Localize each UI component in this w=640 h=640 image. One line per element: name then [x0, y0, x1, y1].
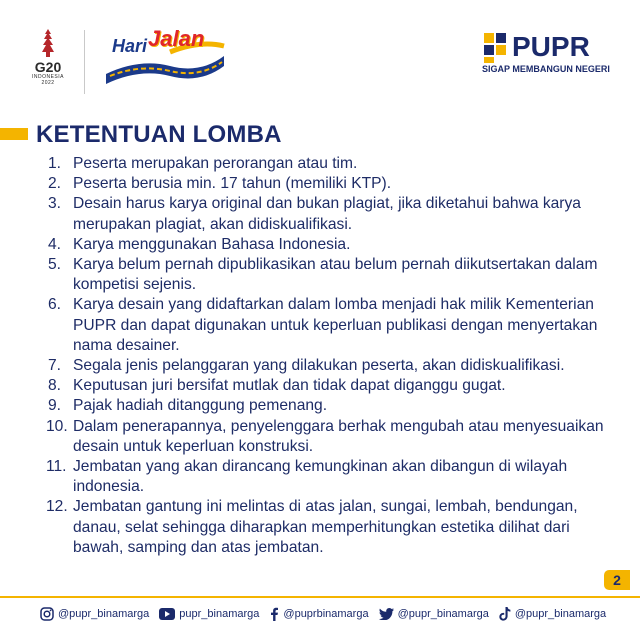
rule-number: 9.	[48, 397, 62, 415]
tiktok-icon	[499, 607, 511, 621]
twitter-icon	[379, 608, 394, 620]
social-handle: pupr_binamarga	[179, 608, 260, 620]
rule-item	[44, 154, 614, 174]
g20-logo	[28, 28, 68, 86]
rule-number: 2.	[48, 175, 62, 193]
rule-text: Jembatan yang akan dirancang kemungkinan akan dibangun di wilayah indonesia.	[73, 458, 568, 496]
rule-number: 1.	[48, 155, 62, 172]
hari-text: Hari	[112, 36, 148, 56]
rule-number: 3.	[48, 195, 62, 213]
rule-text: Pajak hadiah ditanggung pemenang.	[73, 397, 328, 415]
rule-text: Karya menggunakan Bahasa Indonesia.	[73, 235, 351, 253]
pupr-emblem-icon	[484, 33, 512, 63]
rule-text: Peserta berusia min. 17 tahun (memiliki KTP).	[73, 175, 392, 193]
rule-text: Karya desain yang didaftarkan dalam lomba menjadi hak milik Kementerian PUPR dan dapat digunakan untuk keperluan publikasi dengan menyertakan nama desainer.	[73, 296, 598, 354]
rule-item	[44, 174, 614, 194]
rule-number: 12.	[46, 498, 68, 516]
rules-list	[44, 154, 614, 558]
g20-wordmark: G20	[34, 59, 62, 75]
rule-number: 4.	[48, 235, 62, 253]
page-title: KETENTUAN LOMBA	[36, 121, 282, 148]
social-link-youtube[interactable]	[159, 608, 259, 620]
rule-text: Peserta merupakan perorangan atau tim.	[73, 155, 358, 172]
jalan-text: Jalan	[148, 26, 205, 51]
rule-text: Desain harus karya original dan bukan plagiat, jika diketahui bahwa karya merupakan plagiat, akan didiskualifikasi.	[73, 195, 581, 233]
rule-text: Dalam penerapannya, penyelenggara berhak mengubah atau menyesuaikan desain untuk keperluan konstruksi.	[73, 417, 604, 455]
social-link-tiktok[interactable]	[499, 607, 606, 621]
header-divider	[84, 30, 85, 94]
rule-number: 10.	[46, 417, 68, 435]
rule-item	[44, 497, 614, 558]
rule-text: Jembatan gantung ini melintas di atas jalan, sungai, lembah, bendungan, danau, selat sehingga diharapkan memperhitungkan estetika dilihat dari bawah, samping dan atas jembatan.	[73, 498, 578, 556]
social-handle: @pupr_binamarga	[58, 608, 150, 620]
rule-number: 11.	[46, 458, 67, 476]
rule-number: 7.	[48, 357, 62, 375]
rule-item	[44, 235, 614, 255]
social-link-facebook[interactable]	[269, 607, 368, 621]
rule-text: Keputusan juri bersifat mutlak dan tidak dapat diganggu gugat.	[73, 377, 506, 395]
title-accent-bar	[0, 128, 28, 140]
g20-year: 2022	[41, 80, 55, 86]
g20-emblem-icon	[37, 28, 59, 58]
social-link-twitter[interactable]	[379, 608, 489, 620]
youtube-icon	[159, 608, 175, 620]
pupr-wordmark: PUPR	[512, 31, 590, 62]
social-link-instagram[interactable]	[40, 607, 149, 621]
social-handle: @pupr_binamarga	[514, 608, 607, 620]
rule-item	[44, 376, 614, 396]
pupr-logo	[484, 32, 614, 72]
social-handle: @puprbinamarga	[283, 608, 369, 620]
page-number-badge: 2	[604, 570, 630, 590]
rule-item	[44, 457, 614, 497]
facebook-icon	[269, 607, 279, 621]
rule-text: Karya belum pernah dipublikasikan atau belum pernah diikutsertakan dalam kompetisi sejenis.	[73, 256, 598, 294]
rule-item	[44, 255, 614, 295]
social-links	[40, 604, 620, 624]
rule-item	[44, 295, 614, 356]
rule-item	[44, 396, 614, 416]
footer-divider	[0, 596, 640, 598]
rule-item	[44, 194, 614, 234]
hari-jalan-logo	[100, 22, 230, 92]
instagram-icon	[40, 607, 54, 621]
rule-number: 5.	[48, 256, 62, 274]
pupr-tagline: SIGAP MEMBANGUN NEGERI	[482, 64, 610, 74]
rule-item	[44, 417, 614, 457]
social-handle: @pupr_binamarga	[397, 608, 489, 620]
g20-country: INDONESIA	[31, 74, 64, 80]
rule-number: 8.	[48, 377, 62, 395]
rule-text: Segala jenis pelanggaran yang dilakukan peserta, akan didiskualifikasi.	[73, 357, 565, 375]
header	[0, 0, 640, 110]
rule-item	[44, 356, 614, 376]
rule-number: 6.	[48, 296, 62, 314]
